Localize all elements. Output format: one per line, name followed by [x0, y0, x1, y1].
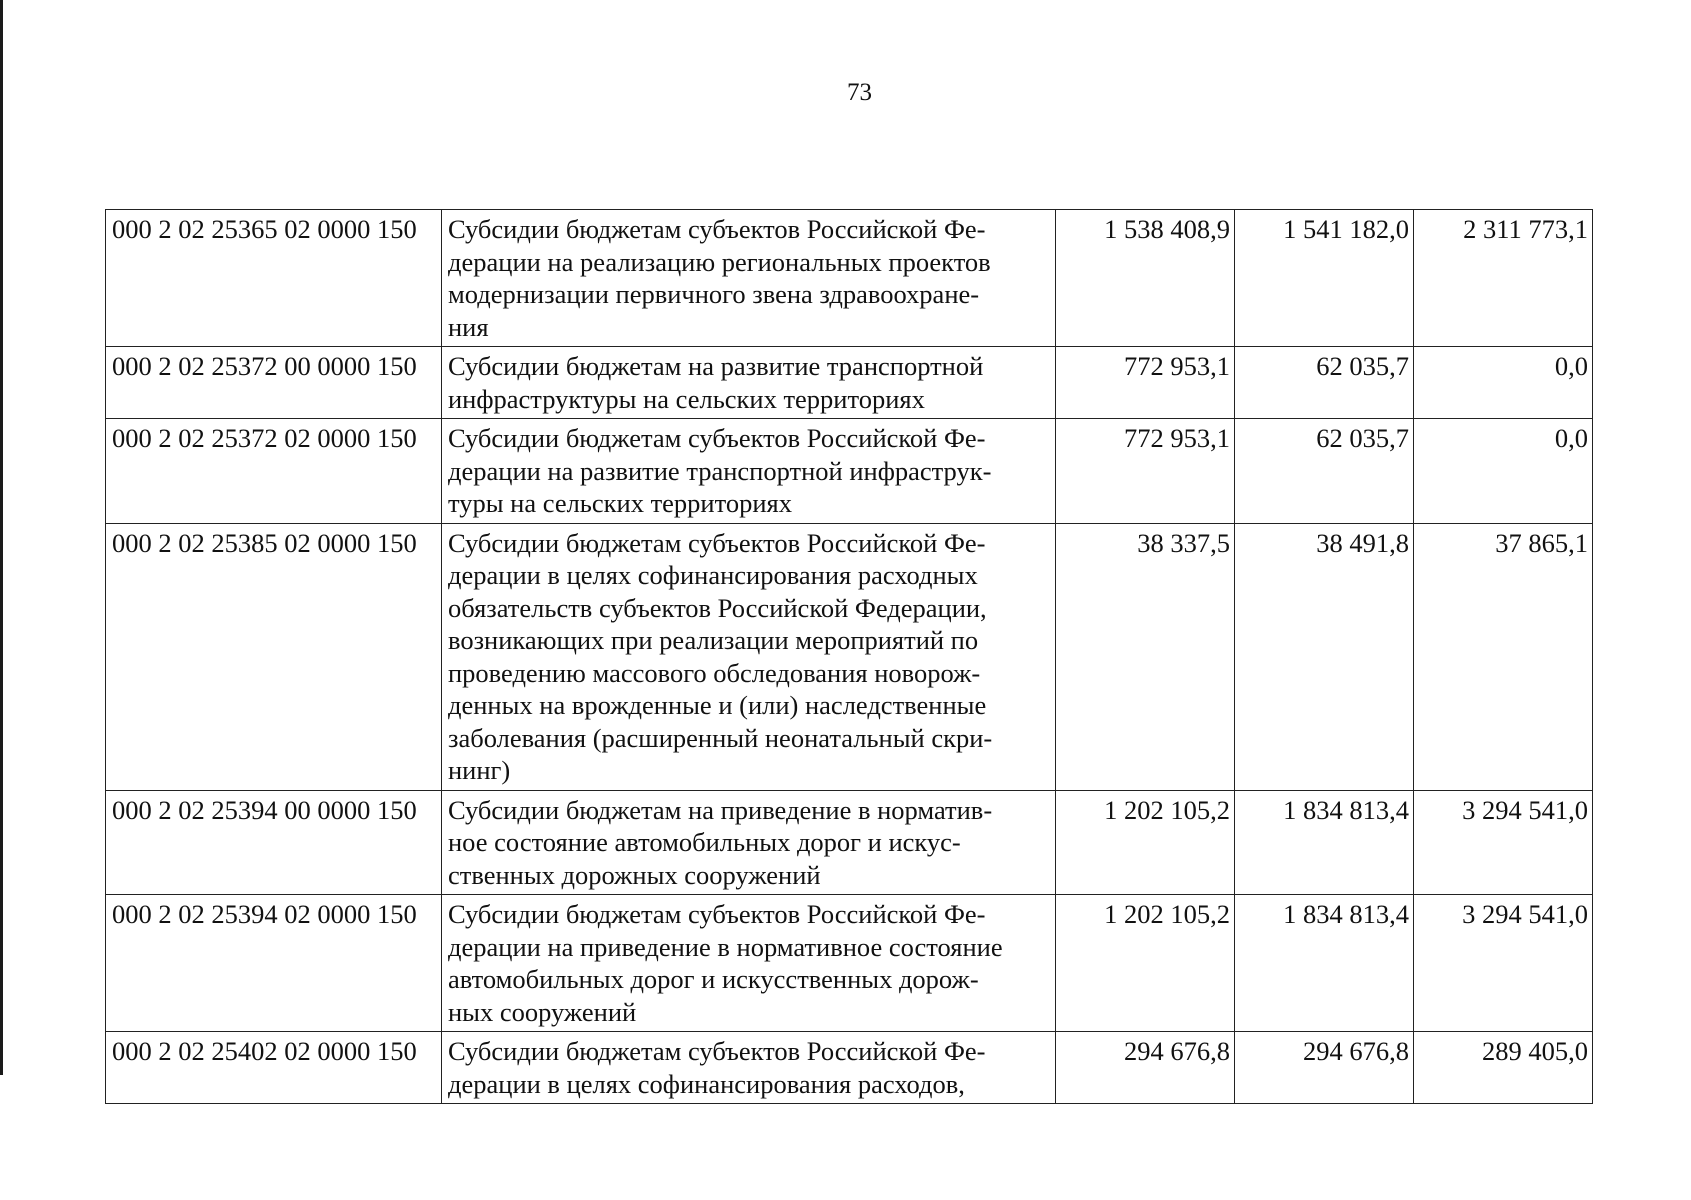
budget-table: [105, 209, 1593, 1104]
amount-year2-cell: 62 035,7: [1235, 347, 1414, 419]
amount-year3-cell: 0,0: [1414, 419, 1593, 524]
table-row: [106, 347, 1593, 419]
amount-year1-cell: 1 202 105,2: [1056, 790, 1235, 895]
budget-code-cell: 000 2 02 25372 02 0000 150: [106, 419, 442, 524]
amount-year3-cell: 37 865,1: [1414, 523, 1593, 790]
budget-code-cell: 000 2 02 25385 02 0000 150: [106, 523, 442, 790]
amount-year1-cell: 1 538 408,9: [1056, 210, 1235, 347]
budget-code-cell: 000 2 02 25365 02 0000 150: [106, 210, 442, 347]
description-cell: Субсидии бюджетам субъектов Российской Фе- дерации в целях софинансирования расходов,: [442, 1032, 1056, 1104]
budget-code-cell: 000 2 02 25394 00 0000 150: [106, 790, 442, 895]
amount-year2-cell: 1 834 813,4: [1235, 895, 1414, 1032]
amount-year1-cell: 294 676,8: [1056, 1032, 1235, 1104]
budget-code-cell: 000 2 02 25372 00 0000 150: [106, 347, 442, 419]
amount-year3-cell: 0,0: [1414, 347, 1593, 419]
amount-year3-cell: 289 405,0: [1414, 1032, 1593, 1104]
table-row: [106, 523, 1593, 790]
table-row: [106, 419, 1593, 524]
amount-year1-cell: 772 953,1: [1056, 347, 1235, 419]
table-row: [106, 895, 1593, 1032]
table-row: [106, 790, 1593, 895]
table-row: [106, 1032, 1593, 1104]
amount-year3-cell: 2 311 773,1: [1414, 210, 1593, 347]
amount-year2-cell: 38 491,8: [1235, 523, 1414, 790]
description-cell: Субсидии бюджетам субъектов Российской Фе- дерации на реализацию региональных проектов модернизации первичного звена здравоохране- ния: [442, 210, 1056, 347]
amount-year1-cell: 38 337,5: [1056, 523, 1235, 790]
table-row: [106, 210, 1593, 347]
page-number: 73: [847, 79, 872, 106]
description-cell: Субсидии бюджетам субъектов Российской Фе- дерации на развитие транспортной инфраструк- туры на сельских территориях: [442, 419, 1056, 524]
description-cell: Субсидии бюджетам на развитие транспортной инфраструктуры на сельских территориях: [442, 347, 1056, 419]
description-cell: Субсидии бюджетам на приведение в норматив- ное состояние автомобильных дорог и искус- ственных дорожных сооружений: [442, 790, 1056, 895]
amount-year2-cell: 294 676,8: [1235, 1032, 1414, 1104]
amount-year2-cell: 1 834 813,4: [1235, 790, 1414, 895]
amount-year1-cell: 1 202 105,2: [1056, 895, 1235, 1032]
scan-edge-line: [0, 0, 3, 1075]
budget-code-cell: 000 2 02 25402 02 0000 150: [106, 1032, 442, 1104]
amount-year1-cell: 772 953,1: [1056, 419, 1235, 524]
description-cell: Субсидии бюджетам субъектов Российской Фе- дерации на приведение в нормативное состояние автомобильных дорог и искусственных дорож- ных сооружений: [442, 895, 1056, 1032]
amount-year3-cell: 3 294 541,0: [1414, 895, 1593, 1032]
description-cell: Субсидии бюджетам субъектов Российской Фе- дерации в целях софинансирования расходных обязательств субъектов Российской Федерации, возникающих при реализации мероприятий по проведению массового обследования новорож- денных на врожденные и (или) наследственные заболевания (расширенный неонатальный скри- нинг): [442, 523, 1056, 790]
amount-year2-cell: 62 035,7: [1235, 419, 1414, 524]
amount-year3-cell: 3 294 541,0: [1414, 790, 1593, 895]
amount-year2-cell: 1 541 182,0: [1235, 210, 1414, 347]
budget-code-cell: 000 2 02 25394 02 0000 150: [106, 895, 442, 1032]
